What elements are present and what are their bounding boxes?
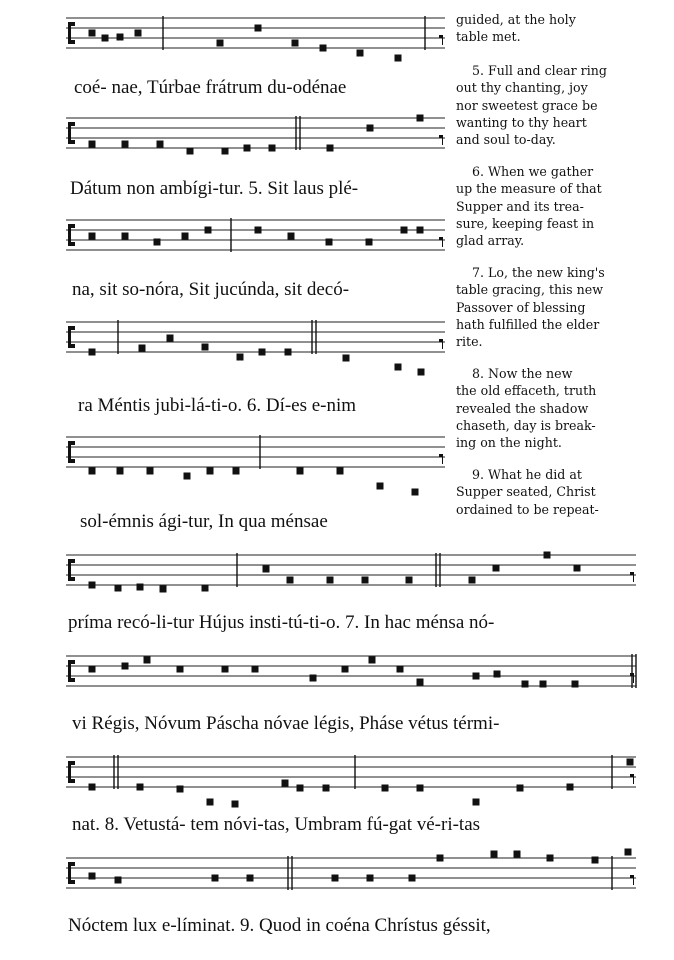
neume-note xyxy=(367,125,374,132)
translation-stanza-7 xyxy=(456,264,634,350)
neume-note xyxy=(332,875,339,882)
neume-note xyxy=(167,335,174,342)
neume-note xyxy=(154,239,161,246)
neume-note xyxy=(102,35,109,42)
neume-note xyxy=(117,34,124,41)
neume-note xyxy=(540,681,547,688)
neume-note xyxy=(567,784,574,791)
neume-note xyxy=(417,115,424,122)
translation-line: 9. What he did at xyxy=(472,467,582,482)
neume-note xyxy=(337,468,344,475)
custos-mark xyxy=(630,572,634,582)
neume-note xyxy=(147,468,154,475)
neume-note xyxy=(377,483,384,490)
neume-note xyxy=(547,855,554,862)
neume-note xyxy=(343,355,350,362)
neume-note xyxy=(320,45,327,52)
neume-note xyxy=(473,673,480,680)
neume-note xyxy=(544,552,551,559)
translation-line: glad array. xyxy=(456,233,525,249)
neume-note xyxy=(237,354,244,361)
neume-note xyxy=(269,145,276,152)
neume-note xyxy=(255,227,262,234)
neume-note xyxy=(592,857,599,864)
neume-note xyxy=(255,25,262,32)
translation-stanza-5 xyxy=(456,62,634,148)
clef-icon xyxy=(68,326,75,348)
neume-note xyxy=(89,873,96,880)
neume-note xyxy=(292,40,299,47)
neume-note xyxy=(177,666,184,673)
lyric-line-5: sol-émnis ági-tur, In qua ménsae xyxy=(80,511,328,532)
translation-line: rite. xyxy=(456,334,483,350)
translation-line: the old effaceth, truth xyxy=(456,383,597,399)
clef-icon xyxy=(68,122,75,144)
neume-note xyxy=(89,233,96,240)
translation-stanza-4-end xyxy=(456,11,634,46)
custos-mark xyxy=(439,454,443,464)
neume-note xyxy=(574,565,581,572)
neume-note xyxy=(247,875,254,882)
staff-system-7 xyxy=(66,654,636,688)
translation-line: 8. Now the new xyxy=(472,366,573,381)
neume-note xyxy=(382,785,389,792)
neume-note xyxy=(233,468,240,475)
neume-note xyxy=(207,468,214,475)
neume-note xyxy=(89,784,96,791)
neume-note xyxy=(323,785,330,792)
clef-icon xyxy=(68,22,75,44)
neume-note xyxy=(417,227,424,234)
neume-note xyxy=(366,239,373,246)
neume-note xyxy=(437,855,444,862)
neume-note xyxy=(522,681,529,688)
neume-note xyxy=(202,344,209,351)
neume-note xyxy=(177,786,184,793)
neume-note xyxy=(182,233,189,240)
staff-system-5 xyxy=(66,435,445,496)
clef-icon xyxy=(68,224,75,246)
neume-note xyxy=(491,851,498,858)
neume-note xyxy=(263,566,270,573)
neume-note xyxy=(406,577,413,584)
custos-mark xyxy=(439,35,443,45)
translation-line: nor sweetest grace be xyxy=(456,97,598,113)
neume-note xyxy=(184,473,191,480)
neume-note xyxy=(212,875,219,882)
neume-note xyxy=(137,784,144,791)
neume-note xyxy=(222,666,229,673)
translation-line: 6. When we gather xyxy=(472,164,594,179)
neume-note xyxy=(89,582,96,589)
neume-note xyxy=(122,141,129,148)
neume-note xyxy=(357,50,364,57)
neume-note xyxy=(217,40,224,47)
neume-note xyxy=(122,663,129,670)
neume-note xyxy=(89,468,96,475)
neume-note xyxy=(418,369,425,376)
neume-note xyxy=(412,489,419,496)
neume-note xyxy=(115,877,122,884)
staff-system-8 xyxy=(66,755,636,808)
staff-system-3 xyxy=(66,218,445,252)
translation-line: Supper and its trea- xyxy=(456,198,584,214)
neume-note xyxy=(89,666,96,673)
neume-note xyxy=(115,585,122,592)
translation-line: out thy chanting, joy xyxy=(456,80,588,96)
clef-icon xyxy=(68,559,75,581)
neume-note xyxy=(327,145,334,152)
neume-note xyxy=(122,233,129,240)
neume-note xyxy=(244,145,251,152)
lyric-line-4: ra Méntis jubi-lá-ti-o. 6. Dí-es e-nim xyxy=(78,395,357,416)
custos-mark xyxy=(439,339,443,349)
neume-note xyxy=(514,851,521,858)
neume-note xyxy=(297,785,304,792)
lyric-line-3: na, sit so-nóra, Sit jucúnda, sit decó- xyxy=(72,279,350,300)
neume-note xyxy=(326,239,333,246)
neume-note xyxy=(139,345,146,352)
lyric-line-1: coé- nae, Túrbae frátrum du-odénae xyxy=(74,77,347,98)
neume-note xyxy=(187,148,194,155)
translation-stanza-9 xyxy=(456,466,634,518)
lyric-line-2: Dátum non ambígi-tur. 5. Sit laus plé- xyxy=(70,178,359,199)
translation-line: revealed the shadow xyxy=(456,400,589,416)
neume-note xyxy=(417,785,424,792)
neume-note xyxy=(469,577,476,584)
neume-note xyxy=(494,671,501,678)
neume-note xyxy=(89,141,96,148)
translation-line: and soul to-day. xyxy=(456,132,556,148)
lyric-line-6: príma recó-li-tur Hújus insti-tú-ti-o. 7. In hac ménsa nó- xyxy=(68,612,495,633)
neume-note xyxy=(89,30,96,37)
staff-system-1 xyxy=(66,16,445,62)
translation-line: ing on the night. xyxy=(456,435,562,451)
lyric-line-9: Nóctem lux e-líminat. 9. Quod in coéna Chrístus géssit, xyxy=(68,915,491,936)
neume-note xyxy=(144,657,151,664)
neume-note xyxy=(137,584,144,591)
neume-note xyxy=(135,30,142,37)
staff-system-6 xyxy=(66,552,636,593)
custos-mark xyxy=(630,774,634,784)
translation-line: up the measure of that xyxy=(456,181,602,197)
clef-icon xyxy=(68,660,75,682)
custos-mark xyxy=(439,237,443,247)
neume-note xyxy=(625,849,632,856)
staff-system-9 xyxy=(66,849,636,891)
translation-line: table met. xyxy=(456,29,521,45)
staff-system-4 xyxy=(66,320,445,376)
neume-note xyxy=(367,875,374,882)
neume-note xyxy=(89,349,96,356)
neume-note xyxy=(117,468,124,475)
neume-note xyxy=(342,666,349,673)
neume-note xyxy=(401,227,408,234)
translation-line: Passover of blessing xyxy=(456,299,586,315)
translation-line: chaseth, day is break- xyxy=(456,417,596,433)
custos-mark xyxy=(630,875,634,885)
neume-note xyxy=(207,799,214,806)
neume-note xyxy=(160,586,167,593)
clef-icon xyxy=(68,441,75,463)
neume-note xyxy=(327,577,334,584)
translation-line: wanting to thy heart xyxy=(456,114,587,130)
neume-note xyxy=(397,666,404,673)
neume-note xyxy=(259,349,266,356)
neume-note xyxy=(202,585,209,592)
neume-note xyxy=(285,349,292,356)
custos-mark xyxy=(439,135,443,145)
neume-note xyxy=(627,759,634,766)
staff-system-2 xyxy=(66,115,445,155)
lyric-line-8: nat. 8. Vetustá- tem nóvi-tas, Umbram fú-gat vé-ri-tas xyxy=(72,814,481,835)
neume-note xyxy=(409,875,416,882)
neume-note xyxy=(473,799,480,806)
neume-note xyxy=(232,801,239,808)
clef-icon xyxy=(68,862,75,884)
translation-line: hath fulfilled the elder xyxy=(456,316,600,332)
neume-note xyxy=(222,148,229,155)
neume-note xyxy=(395,55,402,62)
neume-note xyxy=(288,233,295,240)
translation-line: ordained to be repeat- xyxy=(456,501,599,517)
neume-note xyxy=(362,577,369,584)
translation-line: Supper seated, Christ xyxy=(456,484,596,500)
neume-note xyxy=(395,364,402,371)
neume-note xyxy=(417,679,424,686)
translation-line: 5. Full and clear ring xyxy=(472,63,607,78)
lyric-line-7: vi Régis, Nóvum Páscha nóvae légis, Pháse vétus térmi- xyxy=(72,713,500,734)
translation-stanza-8 xyxy=(456,365,634,451)
neume-note xyxy=(252,666,259,673)
neume-note xyxy=(517,785,524,792)
neume-note xyxy=(310,675,317,682)
translation-line: table gracing, this new xyxy=(456,282,603,298)
translation-line: sure, keeping feast in xyxy=(456,215,595,231)
neume-note xyxy=(572,681,579,688)
neume-note xyxy=(205,227,212,234)
neume-note xyxy=(297,468,304,475)
translation-line: 7. Lo, the new king's xyxy=(472,265,605,280)
translation-stanza-6 xyxy=(456,163,634,249)
clef-icon xyxy=(68,761,75,783)
neume-note xyxy=(282,780,289,787)
neume-note xyxy=(287,577,294,584)
neume-note xyxy=(493,565,500,572)
neume-note xyxy=(369,657,376,664)
translation-line: guided, at the holy xyxy=(456,12,576,27)
neume-note xyxy=(157,141,164,148)
